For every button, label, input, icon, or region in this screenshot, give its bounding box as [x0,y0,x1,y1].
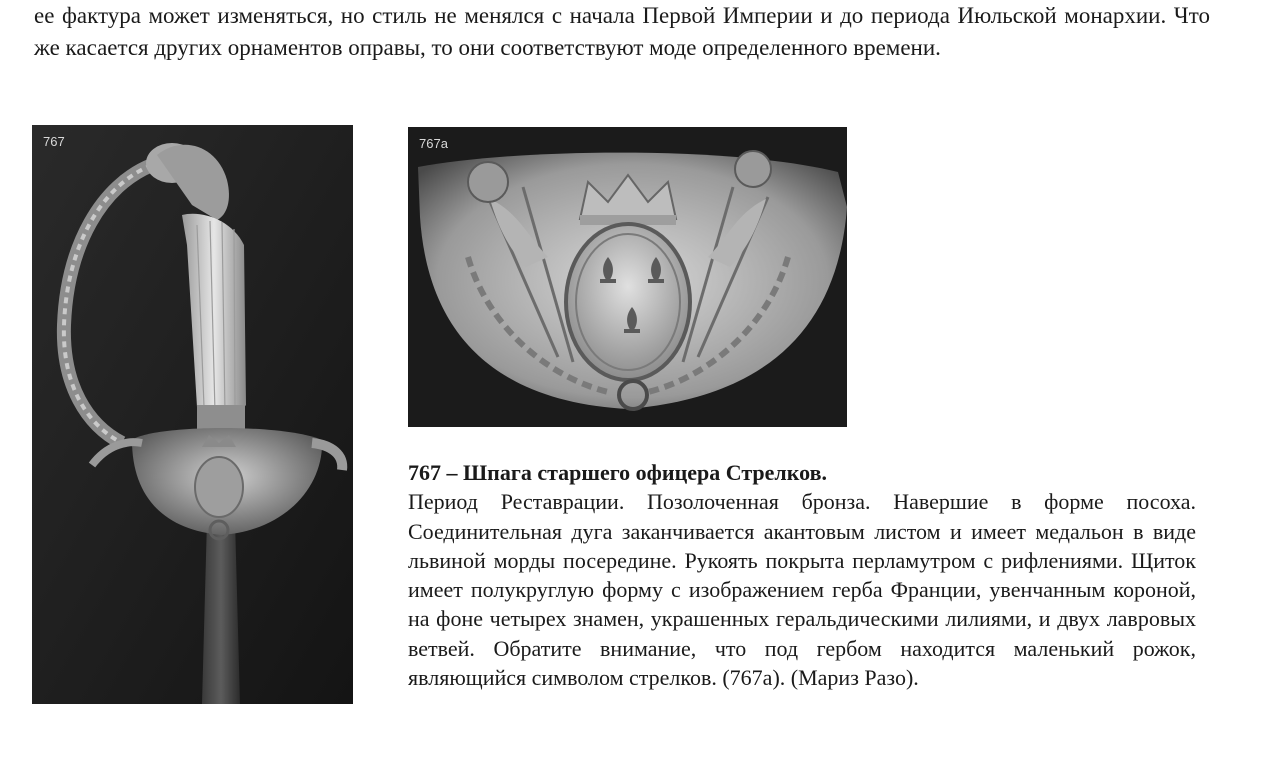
guard-detail-photo [408,127,847,427]
plate-number-767a: 767a [419,136,448,151]
guard-detail-illustration [408,127,847,427]
caption-title: 767 – Шпага старшего офицера Стрелков. [408,460,827,485]
caption-body: Период Реставрации. Позолоченная бронза. Навершие в форме посоха. Соединительная дуга заканчивается акантовым листом и имеет медальон в виде львиной морды посередине. Рукоять покрыта перламутром с рифлениями. Щиток имеет полукруглую форму с изображением герба Франции, увенчанным короной, на фоне четырех знамен, украшенных геральдическими лилиями, и двух лавровых ветвей. Обратите внимание, что под гербом находится маленький рожок, являющийся символом стрелков. (767a). (Мариз Разо). [408,489,1196,691]
plate-number-767: 767 [43,134,65,149]
intro-paragraph: ее фактура может изменяться, но стиль не менялся с начала Первой Империи и до периода Июльской монархии. Что же касается других орнаментов оправы, то они соответствуют моде определенного времени. [34,3,1210,60]
sword-photo [32,125,353,704]
figure-caption [408,458,1196,692]
sword-illustration [32,125,353,704]
